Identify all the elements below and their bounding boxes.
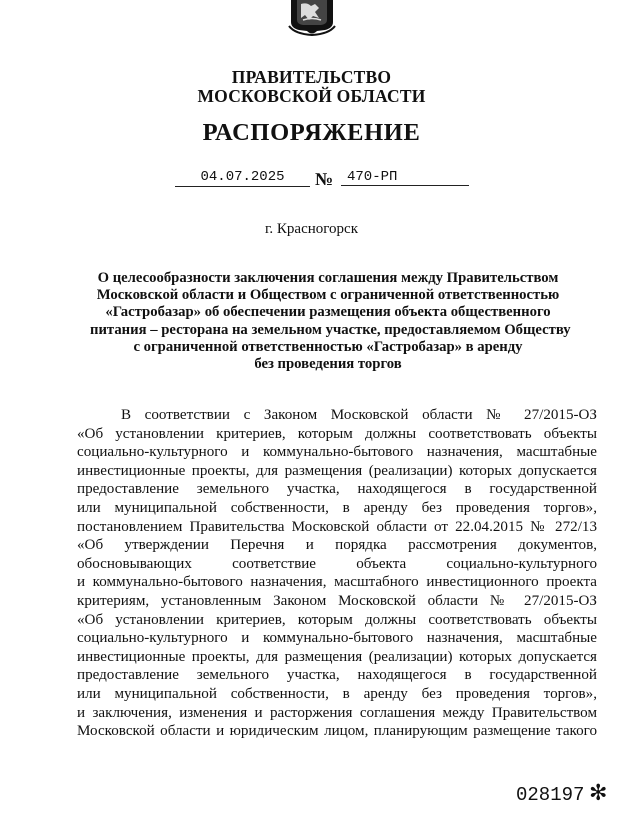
serial-number: 028197: [516, 784, 585, 806]
title-line: Московской области и Обществом с ограниченной ответственностью: [96, 287, 560, 304]
document-date: 04.07.2025: [175, 168, 310, 187]
document-title: [90, 270, 571, 373]
body-line: «Об установлении критериев, которым должны соответствовать объекты: [77, 611, 597, 628]
document-type: РАСПОРЯЖЕНИЕ: [202, 119, 421, 146]
city: г. Красногорск: [264, 221, 359, 237]
organization-name-line1: ПРАВИТЕЛЬСТВО: [231, 67, 392, 87]
document-date-number-line: [0, 168, 623, 192]
body-line: социально-культурного и коммунально-бытового назначения, масштабные: [77, 630, 597, 647]
title-line: «Гастробазар» об обеспечении размещения объекта общественного: [105, 304, 551, 321]
body-line: или муниципальной собственности, в аренду без проведения торгов»,: [77, 685, 597, 702]
body-line: социально-культурного и коммунально-бытового назначения, масштабные: [77, 444, 597, 461]
document-number: 470-РП: [341, 168, 469, 186]
body-line: Московской области и юридическим лицом, планирующим размещение такого: [77, 723, 597, 740]
body-line: инвестиционные проекты, для размещения (реализации) которых допускается: [77, 462, 597, 479]
body-line: В соответствии с Законом Московской области № 27/2015-ОЗ: [121, 407, 597, 423]
body-line: предоставление земельного участка, находящегося в государственной: [77, 667, 597, 684]
body-line: и коммунально-бытового назначения, масштабного инвестиционного проекта: [77, 574, 597, 591]
body-line: или муниципальной собственности, в аренду без проведения торгов»,: [77, 499, 597, 516]
body-line: инвестиционные проекты, для размещения (реализации) которых допускается: [77, 648, 597, 665]
number-sign: №: [315, 169, 334, 189]
title-line: без проведения торгов: [254, 356, 402, 373]
body-line: «Об установлении критериев, которым должны соответствовать объекты: [77, 425, 597, 442]
title-line: О целесообразности заключения соглашения между Правительством: [97, 270, 559, 286]
body-line: критериям, установленным Законом Московской области № 27/2015-ОЗ: [77, 592, 597, 609]
coat-of-arms-icon: [285, 0, 339, 36]
body-line: постановлением Правительства Московской области от 22.04.2015 № 272/13: [77, 518, 597, 535]
body-line: «Об утверждении Перечня и порядка рассмотрения документов,: [77, 537, 597, 554]
title-line: с ограниченной ответственностью «Гастробазар» в аренду: [133, 338, 523, 355]
body-line: предоставление земельного участка, находящегося в государственной: [77, 481, 597, 498]
body-line: и заключения, изменения и расторжения соглашения между Правительством: [77, 704, 597, 721]
body-line: обосновывающих соответствие объекта социально-культурного: [77, 555, 597, 572]
title-line: питания – ресторана на земельном участке, предоставляемом Обществу: [90, 321, 571, 338]
organization-name-line2: МОСКОВСКОЙ ОБЛАСТИ: [197, 86, 426, 106]
document-body: [77, 406, 597, 741]
star-icon: ✻: [589, 781, 608, 806]
